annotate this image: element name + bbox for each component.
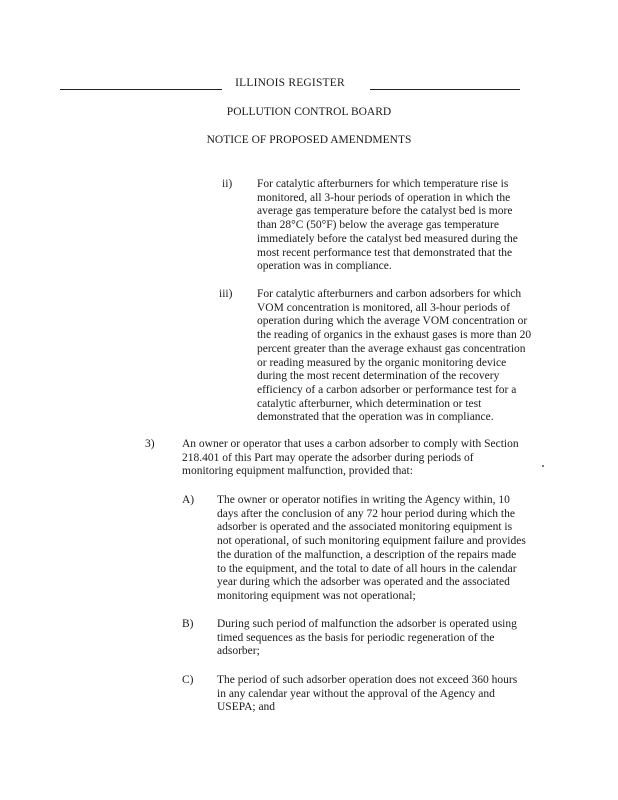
text-line: in any calendar year without the approval of the Agency and [217,687,495,700]
text-line: during the most recent determination of the recovery [257,370,500,383]
text-line: catalytic afterburner, which determination or test [257,397,482,410]
text-line: adsorber; [217,645,260,658]
item-label: C) [182,674,194,686]
board-heading: POLLUTION CONTROL BOARD [226,106,392,118]
text-line: most recent performance test that demonstrated that the [257,246,513,259]
text-line: During such period of malfunction the adsorber is operated using [217,618,517,630]
item-label: A) [182,494,195,506]
item-text [182,438,519,479]
item-text [257,288,531,425]
text-line: days after the conclusion of any 72 hour period during which the [217,507,515,520]
text-line: adsorber is operated and the associated monitoring equipment is [217,521,513,534]
item-label: iii) [219,288,233,300]
text-line: For catalytic afterburners for which temperature rise is [257,178,509,190]
text-line: or reading measured by the organic monitoring device [257,356,507,369]
item-label: B) [182,618,194,630]
text-line: operation during which the average VOM concentration or [257,315,528,328]
text-line: the reading of organics in the exhaust gases is more than 20 [257,329,532,342]
text-line: VOM concentration is monitored, all 3-hour periods of [257,301,510,314]
item-text [217,674,517,715]
header-rule-right [370,89,520,90]
register-header [60,77,520,91]
text-line: The owner or operator notifies in writing the Agency within, 10 [217,494,510,506]
item-label: ii) [222,178,233,190]
text-line: monitored, all 3-hour periods of operation in which the [257,191,511,204]
item-text [257,178,518,274]
notice-heading: NOTICE OF PROPOSED AMENDMENTS [206,134,412,146]
text-line: demonstrated that the operation was in compliance. [257,411,494,424]
text-line: the duration of the malfunction, a description of the repairs made [217,548,517,561]
text-line: The period of such adsorber operation does not exceed 360 hours [217,674,518,686]
text-line: average gas temperature before the catalyst bed is more [257,205,513,218]
text-line: percent greater than the average exhaust gas concentration [257,342,526,355]
text-line: operation was in compliance. [257,260,392,273]
scan-speck [542,465,544,467]
text-line: For catalytic afterburners and carbon adsorbers for which [257,288,522,300]
text-line: than 28°C (50°F) below the average gas temperature [257,219,499,232]
text-line: monitoring equipment malfunction, provided that: [182,465,413,478]
item-text [217,494,526,604]
text-line: year during which the adsorber was operated and the associated [217,576,510,589]
item-label: 3) [145,438,155,450]
text-line: monitoring equipment was not operational; [217,589,416,602]
text-line: not operational, of such monitoring equipment failure and provides [217,535,526,548]
text-line: to the equipment, and the total to date of all hours in the calendar [217,562,517,575]
register-title: ILLINOIS REGISTER [235,77,345,89]
text-line: 218.401 of this Part may operate the adsorber during periods of [182,451,474,464]
text-line: An owner or operator that uses a carbon adsorber to comply with Section [182,438,519,450]
text-line: USEPA; and [217,701,276,714]
text-line: timed sequences as the basis for periodic regeneration of the [217,631,495,644]
text-line: immediately before the catalyst bed measured during the [257,232,518,245]
item-text [217,618,517,659]
text-line: efficiency of a carbon adsorber or performance test for a [257,383,517,396]
